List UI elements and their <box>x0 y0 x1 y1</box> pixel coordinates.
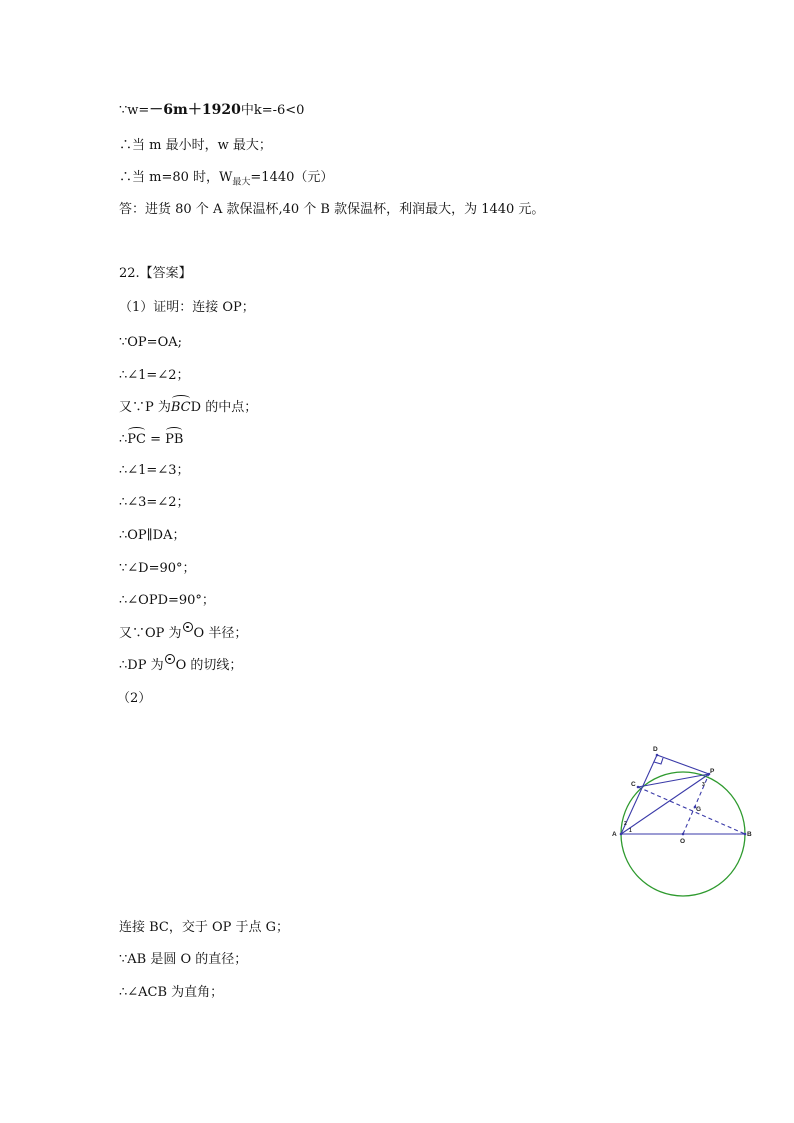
line-14: ∵∠D=90°； <box>119 561 196 576</box>
text-w-value: =1440（元） <box>250 170 334 185</box>
label-b: B <box>747 831 752 838</box>
text-radius: O 半径； <box>193 626 248 641</box>
subscript-max: 最大 <box>232 177 251 188</box>
geometry-figure <box>605 740 755 905</box>
text-k-condition: k=-6<0 <box>253 103 305 118</box>
line-18: （2） <box>117 691 152 706</box>
line-7: ∵OP=OA; <box>119 335 182 350</box>
point-a <box>620 833 623 836</box>
arc-bc <box>171 399 191 417</box>
line-16 <box>119 625 247 643</box>
point-p <box>708 773 711 776</box>
equals-sign: = <box>145 432 166 447</box>
arc-pb-label: PB <box>165 432 184 447</box>
arc-pb <box>165 431 183 449</box>
therefore-sign: ∴ <box>119 432 128 447</box>
label-a: A <box>612 831 617 838</box>
line-13: ∴OP∥DA； <box>119 528 186 543</box>
line-12: ∴∠3=∠2； <box>119 495 190 510</box>
label-d: D <box>653 746 658 753</box>
label-p: P <box>710 768 715 775</box>
point-g <box>694 806 697 809</box>
label-c: C <box>631 781 636 788</box>
formula-w: －6m＋1920 <box>149 102 241 118</box>
line-8: ∴∠1=∠2； <box>119 368 190 383</box>
circle-symbol-icon <box>165 654 175 664</box>
label-g: G <box>696 806 702 813</box>
line-6: （1）证明：连接 OP； <box>119 300 255 315</box>
line-11: ∴∠1=∠3； <box>119 463 190 478</box>
label-angle-2: 2 <box>624 821 627 827</box>
segment-dp <box>657 755 709 774</box>
label-angle-3: 3 <box>702 782 705 788</box>
arc-pc <box>127 431 146 449</box>
arc-mark <box>172 395 190 402</box>
line-19: 连接 BC，交于 OP 于点 G； <box>119 920 290 935</box>
arc-mark <box>128 427 145 434</box>
point-d <box>656 754 659 757</box>
label-angle-1: 1 <box>629 828 632 834</box>
text-op-is: 又∵OP 为 <box>119 626 182 641</box>
line-1 <box>119 101 304 120</box>
line-20: ∵AB 是圆 O 的直径； <box>119 952 248 967</box>
line-17 <box>119 657 242 675</box>
segment-cp <box>638 774 709 787</box>
point-b <box>744 833 747 836</box>
line-21: ∴∠ACB 为直角； <box>119 985 224 1000</box>
line-4-answer: 答：进货 80 个 A 款保温杯,40 个 B 款保温杯，利润最大，为 1440 元。 <box>119 202 545 217</box>
line-10 <box>119 431 183 449</box>
point-o <box>682 833 685 836</box>
label-o: O <box>680 838 686 845</box>
line-3 <box>119 169 333 192</box>
line-9 <box>119 399 257 417</box>
segment-cb <box>638 787 745 834</box>
line-5-question-number: 22.【答案】 <box>119 266 192 281</box>
text-w-equals: ∵w= <box>119 103 150 118</box>
circle-symbol-icon <box>183 622 193 632</box>
text-zhong: 中 <box>240 103 254 118</box>
arc-bc-label: BC <box>170 400 191 415</box>
line-2: ∴当 m 最小时，w 最大； <box>119 138 272 153</box>
text-midpoint: D 的中点； <box>190 400 258 415</box>
arc-pc-label: PC <box>127 432 146 447</box>
text-p-is: 又∵P 为 <box>119 400 171 415</box>
text-when-m-80: ∴当 m=80 时，W <box>119 170 233 185</box>
text-dp-is: ∴DP 为 <box>119 658 164 673</box>
point-c <box>637 786 640 789</box>
text-tangent: O 的切线； <box>175 658 243 673</box>
arc-mark <box>166 427 182 434</box>
line-15: ∴∠OPD=90°； <box>119 593 215 608</box>
